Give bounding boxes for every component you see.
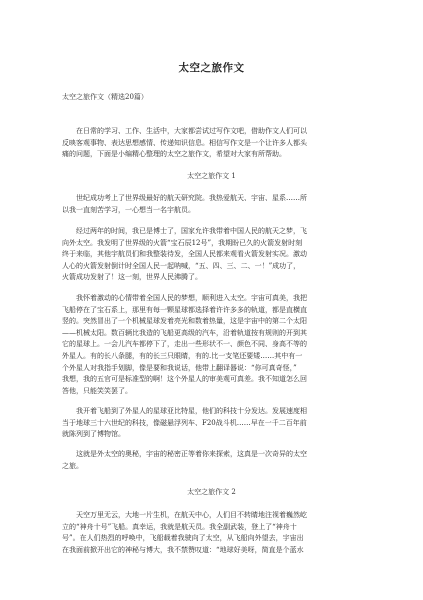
section-heading: 太空之旅作文 2	[187, 488, 236, 496]
text-line: 在我面前掀开出它的神秘与博大，我不禁赞叹道：“地球好美呀，简直是个蓝水	[62, 545, 304, 554]
text-line: 我开着飞船到了外星人的星球亚比特星，他们的科技十分发达。发展速度相	[62, 407, 307, 415]
text-line: 天空万里无云，大地一片生机，在航天中心，人们目不转睛地注视着巍然屹	[62, 511, 307, 519]
paragraph	[62, 406, 362, 441]
text-line: 终于来临，其他宇航员们和我整装待发，全国人民都来观看火箭发射实况。激动	[62, 250, 307, 259]
section-heading: 太空之旅作文 1	[187, 172, 236, 180]
text-line: 世纪成功考上了世界级最好的航天研究院。我热爱航天、宇宙、星系……所	[62, 194, 307, 202]
text-line: 我想，我的五官可是标准型的啊！这个外星人的审美观可真差。我不知道怎么回	[62, 375, 307, 384]
document-subtitle: 太空之旅作文（精选20篇）	[62, 93, 148, 101]
text-line: 个外星人对我指手划脚，像是要和我说话，他带上翻译器说：“你可真奇怪，”	[62, 363, 297, 372]
text-line: 飞船停在了宝石系上，那里有每一颗星球都选择着许许多多的轨道，都是直横直	[62, 305, 307, 314]
text-line: 在日常的学习、工作、生活中，大家都尝试过写作文吧，借助作文人们可以	[62, 127, 307, 135]
paragraph	[62, 449, 362, 472]
paragraph	[62, 293, 362, 397]
text-line: 以我一直刻苦学习，一心想当一名宇航员。	[62, 205, 195, 214]
text-line: 之旅。	[62, 461, 83, 470]
text-line: 这就是外太空的奥秘，宇宙的秘密正等着你来探索，这真是一次奇异的太空	[62, 450, 307, 458]
text-line: 当于地球三十六世纪的科技，像磁悬浮列车、F20战斗机……早在一千二百年前	[62, 418, 307, 427]
text-line: 竖的。突然冒出了一个机械星球发着亮光和数着热量，这是宇宙中的第二个太阳	[62, 317, 307, 326]
text-line: 人心的火箭发射倒计时全国人民一起呐喊，“五、四、三、二、一！”成功了，	[62, 261, 301, 270]
text-line: 向外太空。我发明了世界级的火箭“宝石辰12号”，我期盼已久的火箭发射时刻	[62, 238, 303, 247]
paragraph	[62, 226, 362, 284]
text-line: 我怀着激动的心情带着全国人民的梦想，顺利进入太空。宇宙可真美，我把	[62, 294, 307, 302]
text-line: 火箭成功发射了！这一刻，世界人民沸腾了。	[62, 273, 202, 282]
text-line: 它的星球上。一会儿汽车都停下了，走出一些形状不一、颜色不同、身高不等的	[62, 340, 307, 349]
text-line: ——机械太阳。数百辆比我造的飞船更高级的汽车，沿着轨道按有规则的开到其	[62, 328, 307, 337]
text-line: 痛的问题，下面是小编精心整理的太空之旅作文，希望对大家有所帮助。	[62, 150, 286, 159]
text-line: 号”。在人们热烈的呼唤中，飞船载着我驶向了太空，从飞船向外望去，宇宙出	[62, 534, 304, 543]
intro-paragraph	[62, 126, 362, 161]
text-line: 就陈列到了博物馆。	[62, 430, 125, 439]
paragraph	[62, 510, 362, 556]
text-line: 答他，只能笑笑罢了。	[62, 386, 132, 395]
text-line: 反映客观事物、表达思想感情、传递知识信息。相信写作文是一个让许多人都头	[62, 138, 307, 147]
document-title: 太空之旅作文	[178, 62, 245, 74]
text-line: 立的“神舟十号”飞船。真幸运，我就是航天员。我全副武装，登上了“神舟十	[62, 522, 297, 531]
text-line: 经过两年的时间，我已是博士了，国家允许我带着中国人民的航天之梦，飞	[62, 227, 307, 235]
paragraph	[62, 193, 362, 216]
text-line: 外星人。有的长八条腿，有的长三只眼睛，有的.比一支笔还要矮……其中有一	[62, 351, 303, 360]
